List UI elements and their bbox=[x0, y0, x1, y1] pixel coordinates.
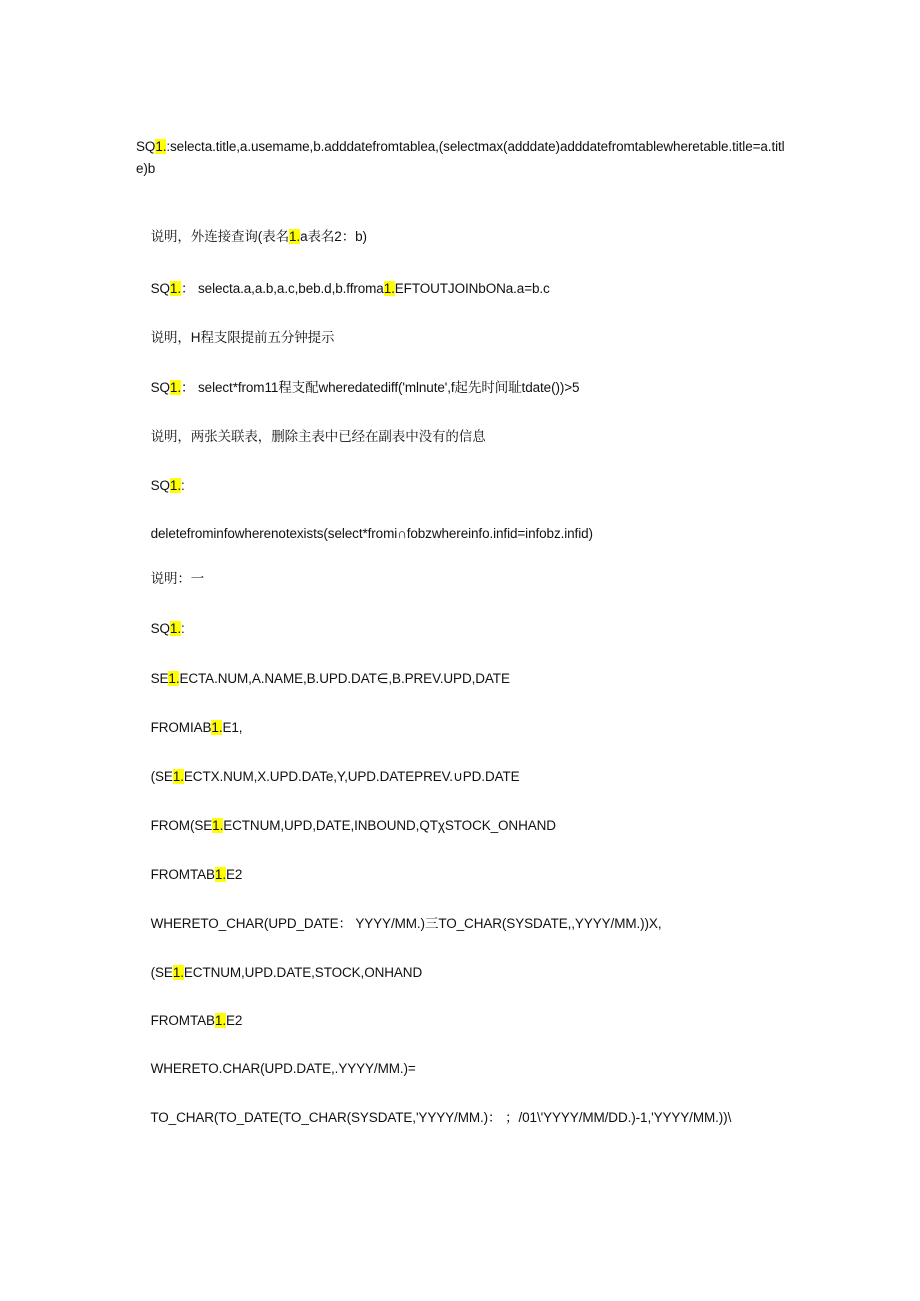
text-line-where-prev-month: WHERETO.CHAR(UPD.DATE,.YYYY/MM.)= bbox=[150, 1061, 416, 1076]
highlight-mark: 1. bbox=[289, 229, 301, 244]
highlight-mark: 1. bbox=[155, 139, 167, 154]
highlight-mark: 1. bbox=[212, 818, 224, 833]
highlight-mark: 1. bbox=[383, 281, 395, 296]
text-line-note-dash: 说明：一 bbox=[150, 571, 205, 586]
highlight-mark: 1. bbox=[214, 867, 226, 882]
text-line-from-subselect: FROM(SE1.ECTNUM,UPD,DATE,INBOUND,QTχSTOCK_ONHAND bbox=[150, 818, 556, 833]
text-line-note-reminder: 说明，H程支限提前五分钟提示 bbox=[150, 330, 335, 345]
highlight-mark: 1. bbox=[169, 621, 181, 636]
highlight-mark: 1. bbox=[168, 671, 180, 686]
highlight-mark: 1. bbox=[214, 1013, 226, 1028]
highlight-mark: 1. bbox=[172, 769, 184, 784]
text-line-note-outer-join: 说明，外连接查询(表名1.a表名2：b) bbox=[150, 229, 367, 244]
text-line-sql-4-label: SQ1.: bbox=[150, 478, 185, 493]
highlight-mark: 1. bbox=[169, 478, 181, 493]
text-line-sql-2: SQ1.： selecta.a,a.b,a.c,beb.d,b.ffroma1.EFTOUTJOINbONa.a=b.c bbox=[150, 281, 550, 296]
highlight-mark: 1. bbox=[169, 380, 181, 395]
text-line-from-table1: FROMIAB1.E1, bbox=[150, 720, 243, 735]
text-line-note-delete: 说明，两张关联表，删除主表中已经在副表中没有的信息 bbox=[150, 429, 486, 444]
text-line-where-current-month: WHERETO_CHAR(UPD_DATE： YYYY/MM.)三TO_CHAR(SYSDATE,,YYYY/MM.))X, bbox=[150, 916, 662, 931]
text-line-sql-3: SQ1.： select*from11程支配wheredatediff('mlnute',f起先时间耻tdate())>5 bbox=[150, 380, 580, 395]
highlight-mark: 1. bbox=[211, 720, 223, 735]
text-line-subselect-x: (SE1.ECTX.NUM,X.UPD.DATe,Y,UPD.DATEPREV.∪PD.DATE bbox=[150, 769, 520, 784]
text-line-sql-1: SQ1.:selecta.title,a.usemame,b.adddatefromtablea,(selectmax(adddate)adddatefromtablewheretable.title=a.title)b bbox=[136, 139, 785, 176]
text-line-sql-5-label: SQ1.: bbox=[150, 621, 185, 636]
highlight-mark: 1. bbox=[169, 281, 181, 296]
text-line-from-table2-b: FROMTAB1.E2 bbox=[150, 1013, 243, 1028]
highlight-mark: 1. bbox=[172, 965, 184, 980]
text-line-delete-statement: deletefrominfowherenotexists(select*fromi∩fobzwhereinfo.infid=infobz.infid) bbox=[150, 526, 593, 541]
text-line-from-table2-a: FROMTAB1.E2 bbox=[150, 867, 243, 882]
text-line-subselect-y: (SE1.ECTNUM,UPD.DATE,STOCK,ONHAND bbox=[150, 965, 423, 980]
text-line-to-char-expression: TO_CHAR(TO_DATE(TO_CHAR(SYSDATE,'YYYY/MM.)： ；/01\'YYYY/MM/DD.)-1,'YYYY/MM.))\ bbox=[150, 1110, 732, 1125]
text-line-select: SE1.ECTA.NUM,A.NAME,B.UPD.DAT∈,B.PREV.UPD,DATE bbox=[150, 671, 510, 686]
